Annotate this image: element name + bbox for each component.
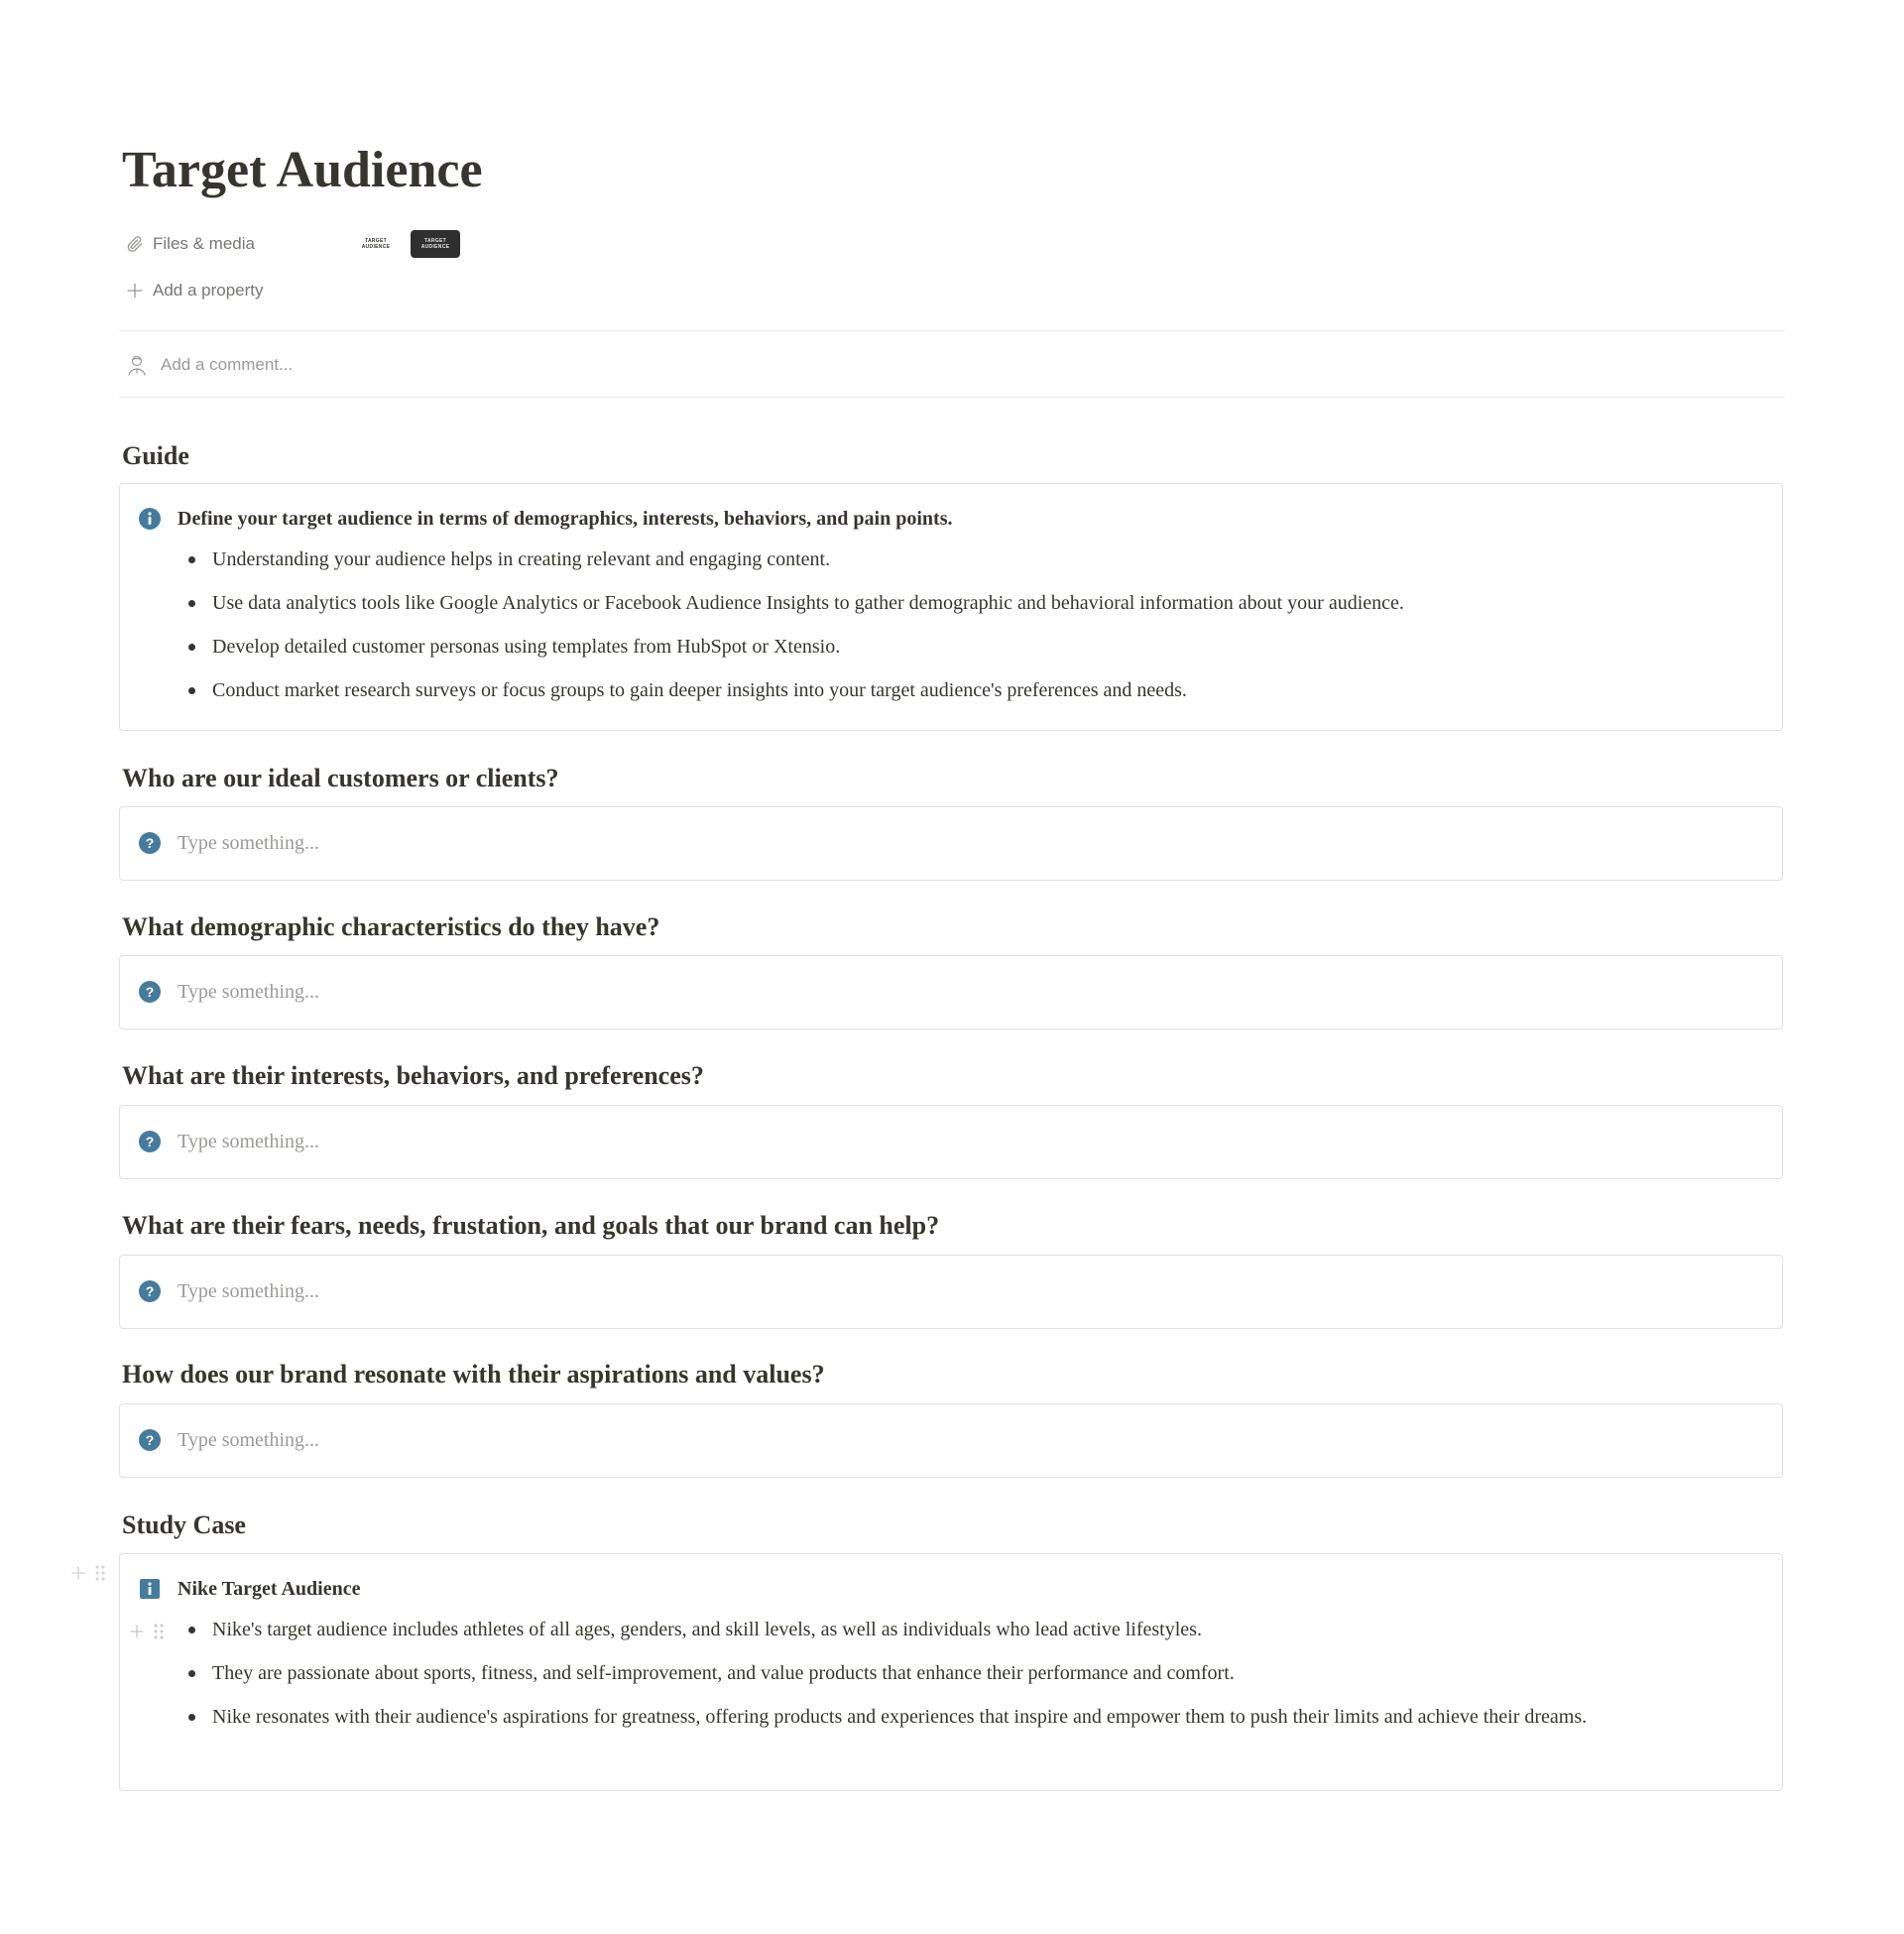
- section-heading-study-case[interactable]: Study Case: [122, 1511, 246, 1539]
- svg-text:?: ?: [145, 1134, 155, 1149]
- thumbnail-text: TARGET: [365, 238, 387, 244]
- guide-callout[interactable]: [119, 483, 1783, 731]
- answer-callout[interactable]: [119, 806, 1783, 881]
- list-item[interactable]: They are passionate about sports, fitness, and self-improvement, and value products that enhance their performance and comfort.: [178, 1656, 1729, 1690]
- thumbnail-text: AUDIENCE: [420, 244, 450, 250]
- divider: [119, 330, 1785, 331]
- question-circle-icon: [138, 1279, 162, 1303]
- info-circle-icon: [138, 507, 162, 531]
- plus-icon[interactable]: [67, 1561, 89, 1585]
- answer-placeholder[interactable]: Type something...: [178, 1280, 320, 1302]
- question-heading[interactable]: What are their fears, needs, frustation, and goals that our brand can help?: [122, 1211, 940, 1240]
- list-item[interactable]: Nike resonates with their audience's aspirations for greatness, offering products and experiences that inspire and empower them to push their limits and achieve their dreams.: [178, 1700, 1729, 1734]
- thumbnail-text: AUDIENCE: [361, 244, 391, 250]
- page-title[interactable]: Target Audience: [122, 142, 483, 198]
- block-handle[interactable]: [67, 1561, 111, 1585]
- question-circle-icon: [138, 1130, 162, 1153]
- answer-callout[interactable]: [119, 955, 1783, 1029]
- guide-lead-text: Define your target audience in terms of demographics, interests, behaviors, and pain points.: [178, 508, 953, 530]
- file-thumbnail[interactable]: [411, 230, 460, 258]
- question-circle-icon: [138, 831, 162, 855]
- section-heading-guide[interactable]: Guide: [122, 441, 189, 470]
- list-item[interactable]: Use data analytics tools like Google Analytics or Facebook Audience Insights to gather demographic and behavioral information about your audience.: [178, 586, 1404, 620]
- list-item[interactable]: Nike's target audience includes athletes of all ages, genders, and skill levels, as well as individuals who lead active lifestyles.: [178, 1613, 1729, 1646]
- thumbnail-text: TARGET: [424, 238, 446, 244]
- svg-text:?: ?: [145, 1283, 155, 1299]
- divider: [119, 397, 1785, 398]
- svg-text:?: ?: [145, 1432, 155, 1448]
- svg-text:?: ?: [145, 835, 155, 851]
- info-square-icon: [138, 1577, 162, 1601]
- answer-callout[interactable]: [119, 1255, 1783, 1329]
- answer-callout[interactable]: [119, 1403, 1783, 1478]
- guide-bullet-list: [178, 543, 1404, 717]
- study-case-bullet-list: [178, 1613, 1729, 1744]
- drag-handle-icon[interactable]: [89, 1561, 111, 1585]
- study-case-title: Nike Target Audience: [178, 1578, 361, 1600]
- question-heading[interactable]: How does our brand resonate with their aspirations and values?: [122, 1360, 825, 1389]
- question-circle-icon: [138, 1428, 162, 1452]
- answer-placeholder[interactable]: Type something...: [178, 981, 320, 1003]
- answer-placeholder[interactable]: Type something...: [178, 1429, 320, 1451]
- question-heading[interactable]: What demographic characteristics do they have?: [122, 912, 660, 941]
- paperclip-icon: [123, 232, 147, 256]
- list-item[interactable]: Understanding your audience helps in creating relevant and engaging content.: [178, 543, 1404, 576]
- file-thumbnail[interactable]: [351, 230, 401, 258]
- plus-icon: [123, 279, 147, 302]
- study-case-callout[interactable]: [119, 1553, 1783, 1791]
- answer-placeholder[interactable]: Type something...: [178, 832, 320, 854]
- add-property-button[interactable]: [119, 273, 264, 308]
- answer-placeholder[interactable]: Type something...: [178, 1131, 320, 1152]
- property-files-media[interactable]: [119, 226, 470, 262]
- list-item[interactable]: Conduct market research surveys or focus groups to gain deeper insights into your target audience's preferences and needs.: [178, 673, 1404, 707]
- svg-text:?: ?: [145, 984, 155, 1000]
- block-handle[interactable]: [126, 1620, 170, 1643]
- add-property-label: Add a property: [153, 281, 264, 300]
- question-heading[interactable]: Who are our ideal customers or clients?: [122, 764, 559, 792]
- plus-icon[interactable]: [126, 1620, 148, 1643]
- comment-placeholder: Add a comment...: [161, 355, 294, 374]
- question-circle-icon: [138, 980, 162, 1004]
- answer-callout[interactable]: [119, 1105, 1783, 1179]
- property-label: Files & media: [153, 234, 255, 253]
- comment-input[interactable]: [119, 347, 293, 383]
- user-avatar-icon: [123, 351, 151, 379]
- drag-handle-icon[interactable]: [148, 1620, 170, 1643]
- list-item[interactable]: Develop detailed customer personas using templates from HubSpot or Xtensio.: [178, 630, 1404, 664]
- question-heading[interactable]: What are their interests, behaviors, and preferences?: [122, 1061, 704, 1090]
